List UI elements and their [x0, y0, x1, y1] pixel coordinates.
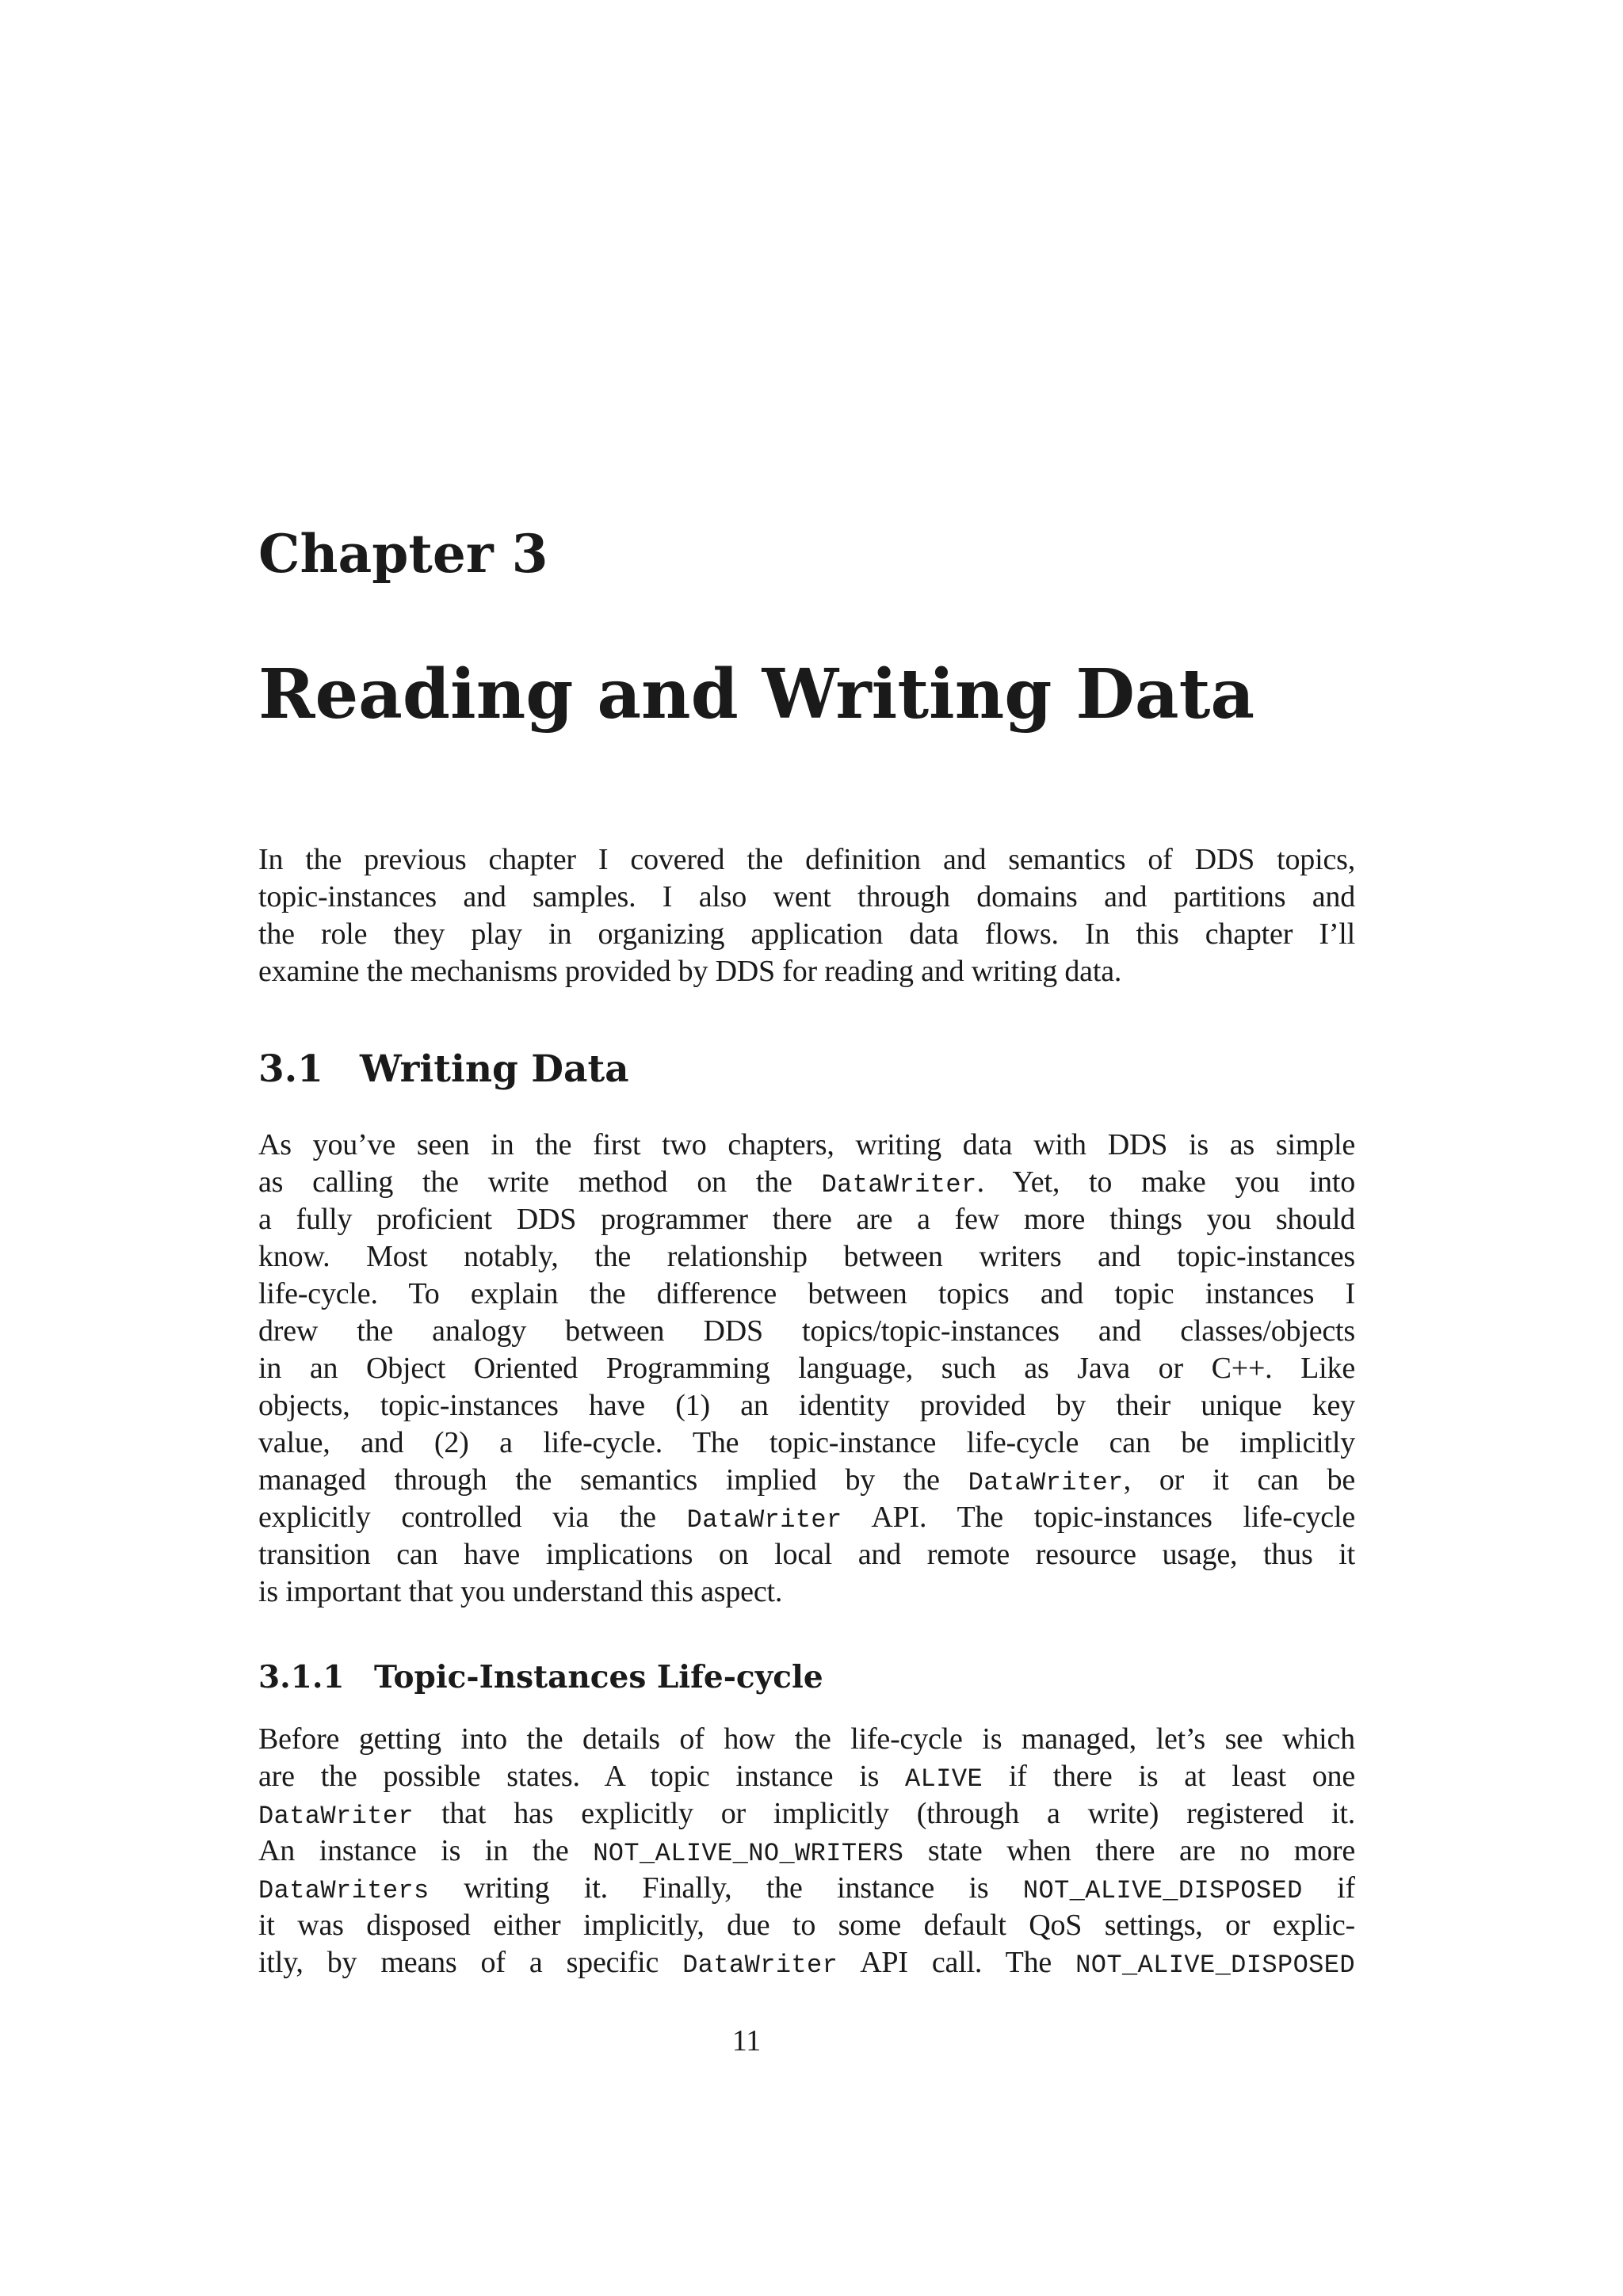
chapter-title: Reading and Writing Data: [258, 654, 1255, 734]
subsection-number: 3.1.1: [258, 1659, 345, 1695]
subsection-heading: [258, 1659, 823, 1695]
inline-code: NOT_ALIVE_DISPOSED: [1075, 1951, 1355, 1980]
inline-code: NOT_ALIVE_NO_WRITERS: [593, 1839, 904, 1868]
text-line: [258, 1425, 1355, 1462]
text-line: [258, 1795, 1355, 1833]
text-run: Before getting into the details of how the life-cycle is managed, let’s see which: [258, 1722, 1355, 1756]
text-line: [258, 1164, 1355, 1201]
text-run: writing it. Finally, the instance is: [429, 1871, 1023, 1905]
text-run: API call. The: [838, 1946, 1076, 1979]
text-run: as calling the write method on the: [258, 1165, 822, 1199]
text-line: [258, 1758, 1355, 1795]
text-run: objects, topic-instances have (1) an identity provided by their unique key: [258, 1389, 1355, 1422]
text-line: [258, 1536, 1355, 1573]
text-run: API. The topic-instances life-cycle: [842, 1501, 1355, 1534]
text-line: [258, 1127, 1355, 1164]
section-title: Writing Data: [360, 1047, 629, 1091]
page-number: 11: [731, 2024, 762, 2058]
inline-code: ALIVE: [905, 1764, 983, 1794]
text-run: a fully proficient DDS programmer there are a few more things you should: [258, 1203, 1355, 1236]
text-line: topic-instances and samples. I also went through domains and partitions and: [258, 880, 1355, 913]
text-line: [258, 1238, 1355, 1276]
text-run: are the possible states. A topic instance is: [258, 1760, 906, 1793]
text-run: As you’ve seen in the first two chapters, writing data with DDS is as simple: [258, 1128, 1355, 1161]
text-run: transition can have implications on local and remote resource usage, thus it: [258, 1538, 1355, 1571]
text-line: [258, 1387, 1355, 1425]
text-line: the role they play in organizing application data flows. In this chapter I’ll: [258, 917, 1355, 951]
inline-code: DataWriter: [258, 1802, 414, 1831]
text-line: [258, 1721, 1355, 1758]
text-line: [258, 1944, 1355, 1981]
text-line: [258, 1313, 1355, 1350]
intro-paragraph: [258, 841, 1355, 990]
text-run: that has explicitly or implicitly (through a write) registered it.: [414, 1797, 1355, 1830]
text-run: managed through the semantics implied by the: [258, 1463, 968, 1497]
inline-code: DataWriter: [682, 1951, 838, 1980]
inline-code: DataWriter: [686, 1505, 842, 1535]
section-paragraph: [258, 1127, 1355, 1611]
section-heading: [258, 1047, 629, 1091]
section-number: 3.1: [258, 1047, 323, 1091]
text-line: [258, 1907, 1355, 1944]
text-run: know. Most notably, the relationship between writers and topic-instances: [258, 1240, 1355, 1273]
text-line: In the previous chapter I covered the definition and semantics of DDS topics,: [258, 843, 1355, 876]
text-run: . Yet, to make you into: [976, 1165, 1355, 1199]
chapter-label: Chapter 3: [258, 523, 548, 585]
text-line: [258, 1870, 1355, 1907]
text-line: [258, 1350, 1355, 1387]
text-line: examine the mechanisms provided by DDS for reading and writing data.: [258, 955, 1122, 988]
text-run: life-cycle. To explain the difference between topics and topic instances I: [258, 1277, 1355, 1310]
text-run: if: [1302, 1871, 1355, 1905]
text-line: [258, 1573, 1355, 1611]
text-line: [258, 1499, 1355, 1536]
text-run: state when there are no more: [903, 1834, 1355, 1867]
text-line: [258, 1201, 1355, 1238]
text-line: [258, 1462, 1355, 1499]
subsection-paragraph: [258, 1721, 1355, 1981]
inline-code: DataWriters: [258, 1876, 430, 1905]
text-run: it was disposed either implicitly, due to some default QoS settings, or explic-: [258, 1909, 1355, 1942]
text-run: explicitly controlled via the: [258, 1501, 687, 1534]
text-line: [258, 1833, 1355, 1870]
text-run: drew the analogy between DDS topics/topic-instances and classes/objects: [258, 1314, 1355, 1348]
subsection-title: Topic-Instances Life-cycle: [374, 1659, 823, 1695]
text-run: , or it can be: [1123, 1463, 1355, 1497]
text-run: is important that you understand this aspect.: [258, 1575, 783, 1608]
text-run: if there is at least one: [983, 1760, 1355, 1793]
text-line: [258, 1276, 1355, 1313]
text-run: An instance is in the: [258, 1834, 594, 1867]
text-run: value, and (2) a life-cycle. The topic-instance life-cycle can be implicitly: [258, 1426, 1355, 1459]
inline-code: DataWriter: [968, 1468, 1124, 1497]
text-run: in an Object Oriented Programming language, such as Java or C++. Like: [258, 1352, 1355, 1385]
inline-code: DataWriter: [821, 1170, 977, 1199]
inline-code: NOT_ALIVE_DISPOSED: [1022, 1876, 1303, 1905]
text-run: itly, by means of a specific: [258, 1946, 683, 1979]
